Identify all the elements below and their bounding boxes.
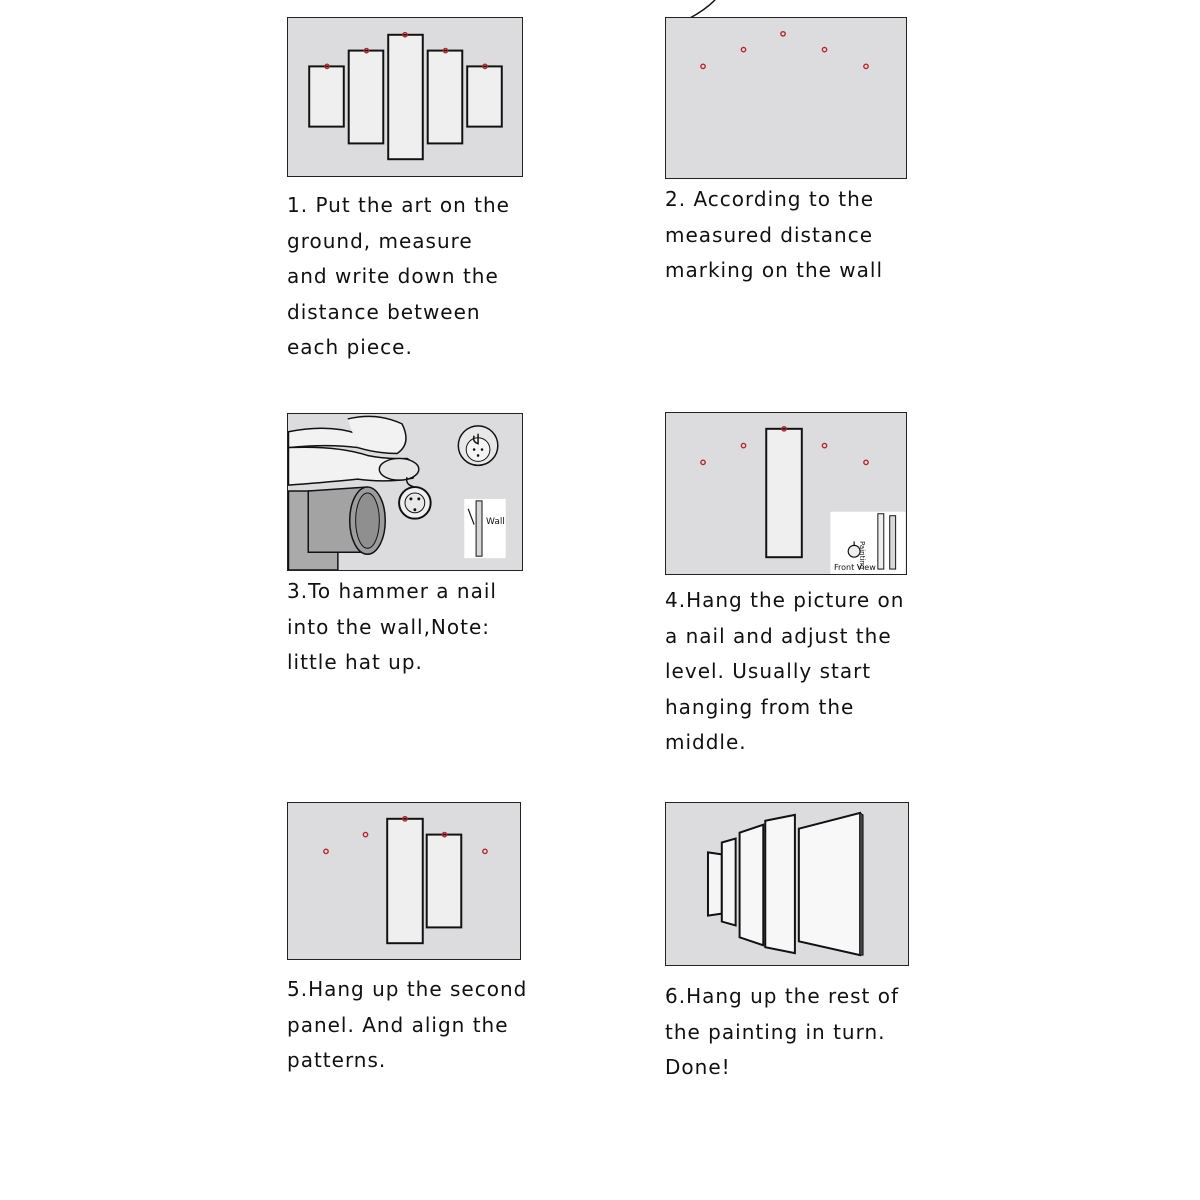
- step-2-illustration: [665, 17, 907, 179]
- step-5-illustration: [287, 802, 521, 960]
- front-view-label: Front View: [834, 563, 876, 572]
- step-6-caption: 6.Hang up the rest of the painting in turn. Done!: [665, 984, 899, 1079]
- step-4-illustration: [665, 412, 907, 575]
- first-panel-hung: [666, 413, 906, 574]
- step-3-illustration: [287, 413, 523, 571]
- five-panels-on-ground: [288, 18, 522, 176]
- second-panel-hung: [288, 803, 520, 959]
- wall-nail-marks: [666, 18, 906, 178]
- wall-label: Wall: [486, 517, 505, 527]
- step-3-caption: 3.To hammer a nail into the wall,Note: little hat up.: [287, 579, 497, 674]
- step-6-illustration: [665, 802, 909, 966]
- step-5-caption: 5.Hang up the second panel. And align the patterns.: [287, 977, 528, 1072]
- all-panels-hung-perspective: [666, 803, 908, 965]
- hand-hammering-nail: [288, 414, 522, 570]
- step-4-caption: 4.Hang the picture on a nail and adjust the level. Usually start hanging from the middle.: [665, 588, 905, 754]
- step-1-caption: 1. Put the art on the ground, measure and write down the distance between each piece.: [287, 193, 510, 359]
- step-1-illustration: [287, 17, 523, 177]
- painting-label: Painting: [858, 541, 866, 570]
- step-2-caption: 2. According to the measured distance marking on the wall: [665, 187, 884, 282]
